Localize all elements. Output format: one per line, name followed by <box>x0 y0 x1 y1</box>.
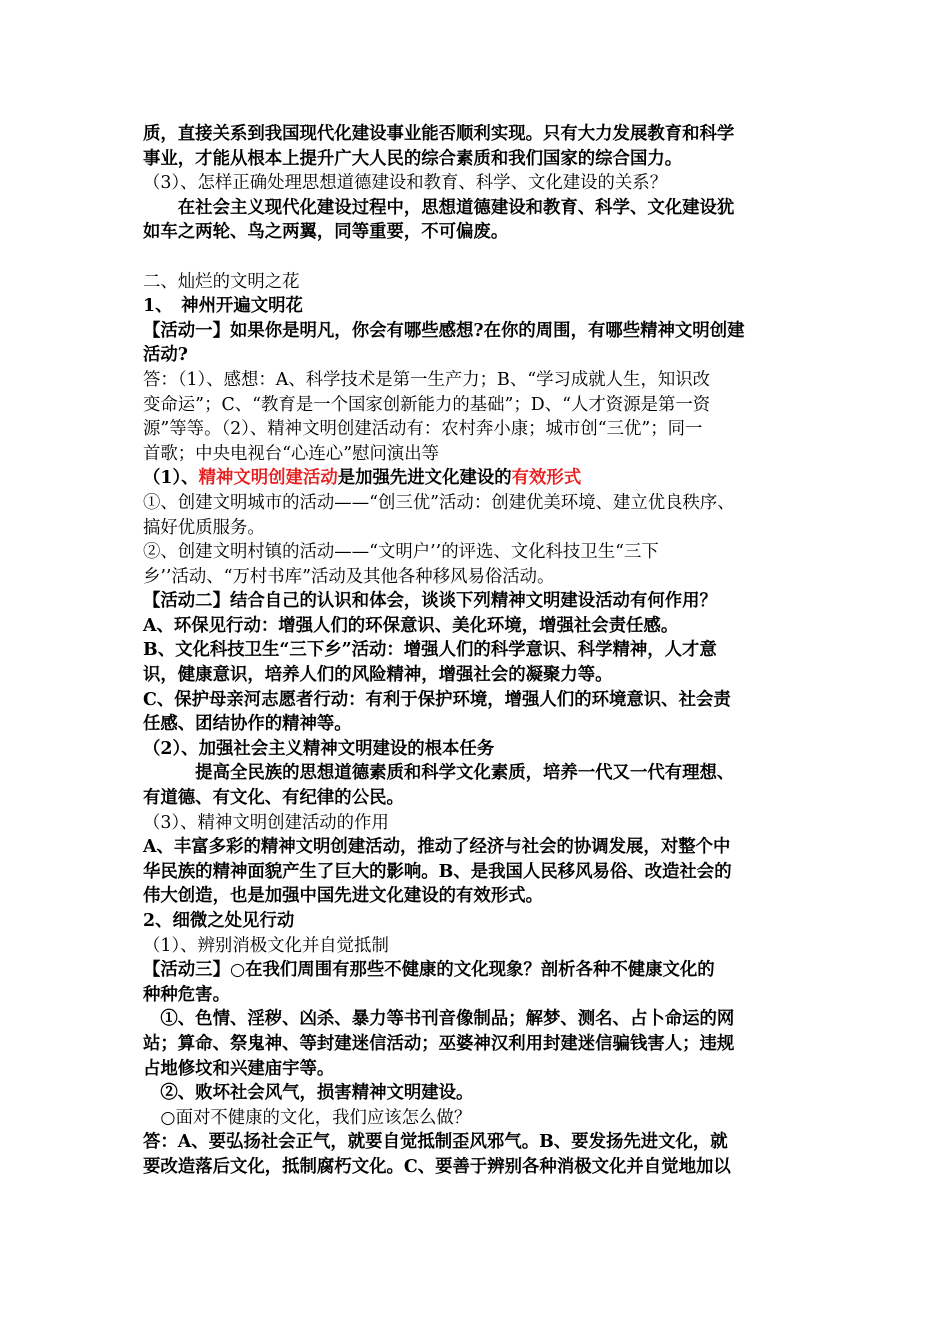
body-text-line: 如车之两轮、鸟之两翼，同等重要，不可偏废。 <box>143 222 509 243</box>
body-text-line: 搞好优质服务。 <box>143 517 265 538</box>
answer-text-line: 首歌；中央电视台“心连心”慰问演出等 <box>143 443 440 464</box>
body-text-line: 在社会主义现代化建设过程中，思想道德建设和教育、科学、文化建设犹 <box>143 197 735 218</box>
blank-line <box>143 245 815 270</box>
body-text-line: 事业，才能从根本上提升广大人民的综合素质和我们国家的综合国力。 <box>143 148 683 169</box>
body-text-line: 质，直接关系到我国现代化建设事业能否顺利实现。只有大力发展教育和科学 <box>143 124 735 144</box>
answer-text-line: 答：A、要弘扬社会正气，就要自觉抵制歪风邪气。B、要发扬先进文化，就 <box>143 1132 728 1153</box>
body-text-line: 华民族的精神面貌产生了巨大的影响。B、是我国人民移风易俗、改造社会的 <box>143 861 732 882</box>
body-text-line: 乡’’活动、“万村书库”活动及其他各种移风易俗活动。 <box>143 566 555 587</box>
key-point-heading: （1）、辨别消极文化并自觉抵制 <box>143 935 389 956</box>
body-text-line: 占地修坟和兴建庙宇等。 <box>143 1058 335 1079</box>
body-text-line: 站；算命、祭鬼神、等封建迷信活动；巫婆神汉利用封建迷信骗钱害人；违规 <box>143 1033 735 1054</box>
question-heading: （3）、怎样正确处理思想道德建设和教育、科学、文化建设的关系？ <box>143 173 668 194</box>
question-line: ○面对不健康的文化，我们应该怎么做？ <box>143 1107 472 1128</box>
highlight-term: 有效形式 <box>511 468 582 489</box>
body-text-line: 有道德、有文化、有纪律的公民。 <box>143 788 404 809</box>
key-point-number: （1）、 <box>143 468 199 489</box>
body-text-line: ①、创建文明城市的活动——“创三优”活动：创建优美环境、建立优良秩序、 <box>143 492 735 513</box>
body-text-line: ②、败坏社会风气，损害精神文明建设。 <box>143 1083 474 1104</box>
body-text-line: ②、创建文明村镇的活动——“文明户’’的评选、文化科技卫生“三下 <box>143 542 659 563</box>
subsection-heading: 1、 神州开遍文明花 <box>143 296 303 317</box>
answer-text-line: 变命运”；C、“教育是一个国家创新能力的基础”；D、“人才资源是第一资 <box>143 394 711 415</box>
body-text-line: C、保护母亲河志愿者行动：有利于保护环境，增强人们的环境意识、社会责 <box>143 689 731 710</box>
key-point-heading: （3）、精神文明创建活动的作用 <box>143 812 389 833</box>
body-text-line: A、环保见行动：增强人们的环保意识、美化环境，增强社会责任感。 <box>143 615 679 636</box>
key-point-heading: （2）、加强社会主义精神文明建设的根本任务 <box>143 738 495 759</box>
answer-text-line: 源”等等。（2）、精神文明创建活动有：农村奔小康；城市创“三优”；同一 <box>143 419 703 440</box>
activity-one-prompt: 活动? <box>143 345 188 366</box>
body-text-line: 任感、团结协作的精神等。 <box>143 714 352 735</box>
key-point-text: 是加强先进文化建设的 <box>337 468 512 489</box>
body-text-line: B、文化科技卫生“三下乡”活动：增强人们的科学意识、科学精神，人才意 <box>143 640 717 661</box>
answer-text-line: 答：（1）、感想：A、科学技术是第一生产力；B、“学习成就人生，知识改 <box>143 369 711 390</box>
activity-three-prompt: 种种危害。 <box>143 984 230 1005</box>
body-text-line: ①、色情、淫秽、凶杀、暴力等书刊音像制品；解梦、测名、占卜命运的网 <box>143 1009 735 1030</box>
activity-two-prompt: 【活动二】结合自己的认识和体会，谈谈下列精神文明建设活动有何作用？ <box>143 591 717 612</box>
subsection-heading: 2、细微之处见行动 <box>143 911 295 931</box>
body-text-line: 提高全民族的思想道德素质和科学文化素质，培养一代又一代有理想、 <box>143 763 735 784</box>
body-text-line: 识，健康意识，培养人们的风险精神，增强社会的凝聚力等。 <box>143 665 613 686</box>
highlight-term: 精神文明创建活动 <box>198 468 338 489</box>
document-page <box>143 122 815 1180</box>
body-text-line: A、丰富多彩的精神文明创建活动，推动了经济与社会的协调发展，对整个中 <box>143 837 731 858</box>
key-point-heading <box>143 466 815 491</box>
activity-one-prompt: 【活动一】如果你是明凡，你会有哪些感想?在你的周围，有哪些精神文明创建 <box>143 320 745 341</box>
answer-text-line: 要改造落后文化，抵制腐朽文化。C、要善于辨别各种消极文化并自觉地加以 <box>143 1156 731 1177</box>
body-text-line: 伟大创造，也是加强中国先进文化建设的有效形式。 <box>143 886 543 907</box>
activity-three-prompt: 【活动三】○在我们周围有那些不健康的文化现象？剖析各种不健康文化的 <box>143 960 715 981</box>
section-heading: 二、灿烂的文明之花 <box>143 271 300 292</box>
